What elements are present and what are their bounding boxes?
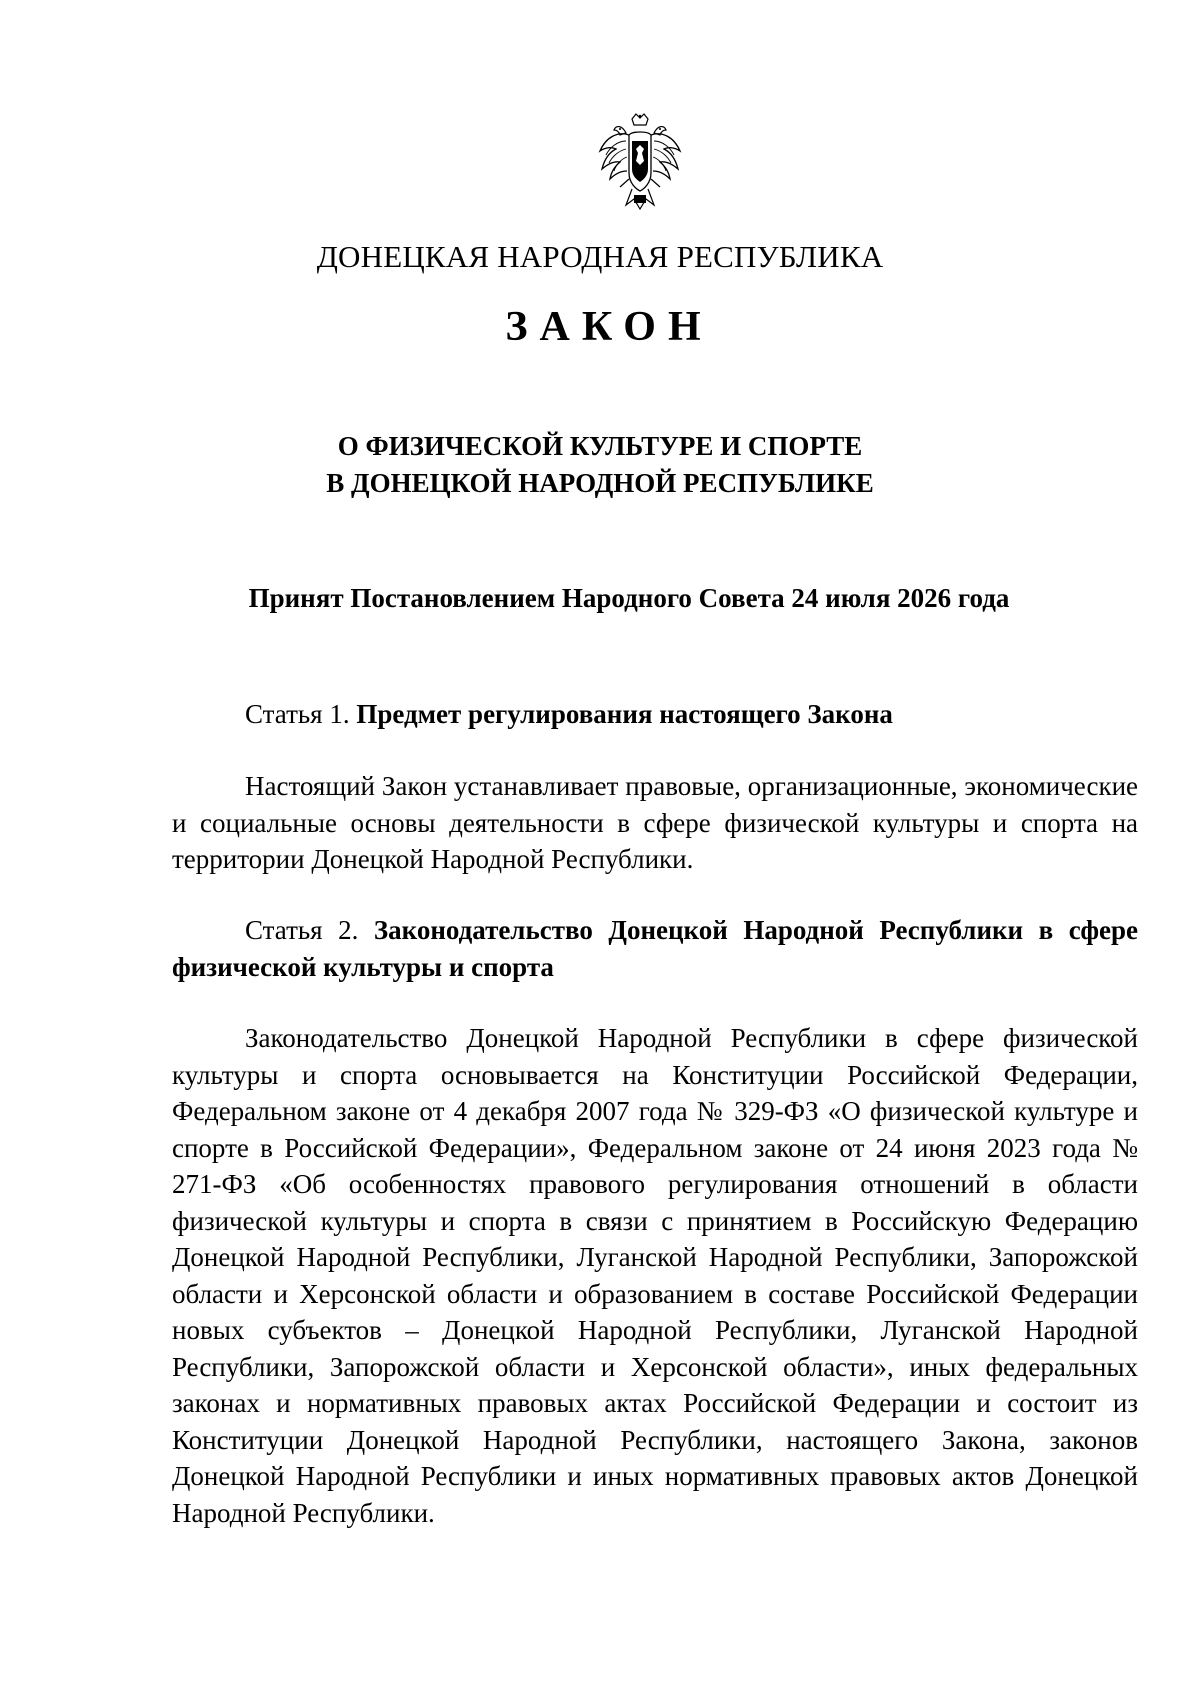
republic-name: ДОНЕЦКАЯ НАРОДНАЯ РЕСПУБЛИКА [316, 239, 884, 274]
article-2-text: Законодательство Донецкой Народной Республики в сфере физической культуры и спорта основывается на Конституции Российской Федерации, Федеральном законе от 4 декабря 2007 года № 329-ФЗ «О физической культуре и спорте в Российской Федерации», Федеральном законе от 24 июня 2023 года № 271-ФЗ «Об особенностях правового регулирования отношений в области физической культуры и спорта в связи с принятием в Российскую Федерацию Донецкой Народной Республики, Луганской Народной Республики, Запорожской области и Херсонской области и образованием в составе Российской Федерации новых субъектов – Донецкой Народной Республики, Луганской Народной Республики, Запорожской области и Херсонской области», иных федеральных законах и нормативных правовых актах Российской Федерации и состоит из Конституции Донецкой Народной Республики, настоящего Закона, законов Донецкой Народной Республики и иных нормативных правовых актов Донецкой Народной Республики. [172, 1023, 1138, 1528]
article-2-heading [172, 912, 1138, 985]
double-headed-eagle-icon [596, 113, 684, 213]
law-title [0, 428, 1200, 502]
law-title-line-2: В ДОНЕЦКОЙ НАРОДНОЙ РЕСПУБЛИКЕ [326, 468, 874, 498]
article-2-name: Законодательство Донецкой Народной Республики в сфере физической культуры и спорта [172, 915, 1138, 982]
article-1-heading [172, 696, 1138, 733]
article-1-number: Статья 1. [245, 699, 350, 729]
document-type-heading: ЗАКОН [505, 304, 713, 350]
article-2-number: Статья 2. [245, 915, 359, 945]
article-1-text: Настоящий Закон устанавливает правовые, организационные, экономические и социальные основы деятельности в сфере физической культуры и спорта на территории Донецкой Народной Республики. [172, 771, 1138, 874]
law-title-line-1: О ФИЗИЧЕСКОЙ КУЛЬТУРЕ И СПОРТЕ [337, 431, 863, 461]
article-1-name: Предмет регулирования настоящего Закона [356, 699, 893, 729]
adoption-statement: Принят Постановлением Народного Совета 24 июля 2026 года [248, 583, 1010, 613]
coat-of-arms-emblem [596, 113, 684, 213]
